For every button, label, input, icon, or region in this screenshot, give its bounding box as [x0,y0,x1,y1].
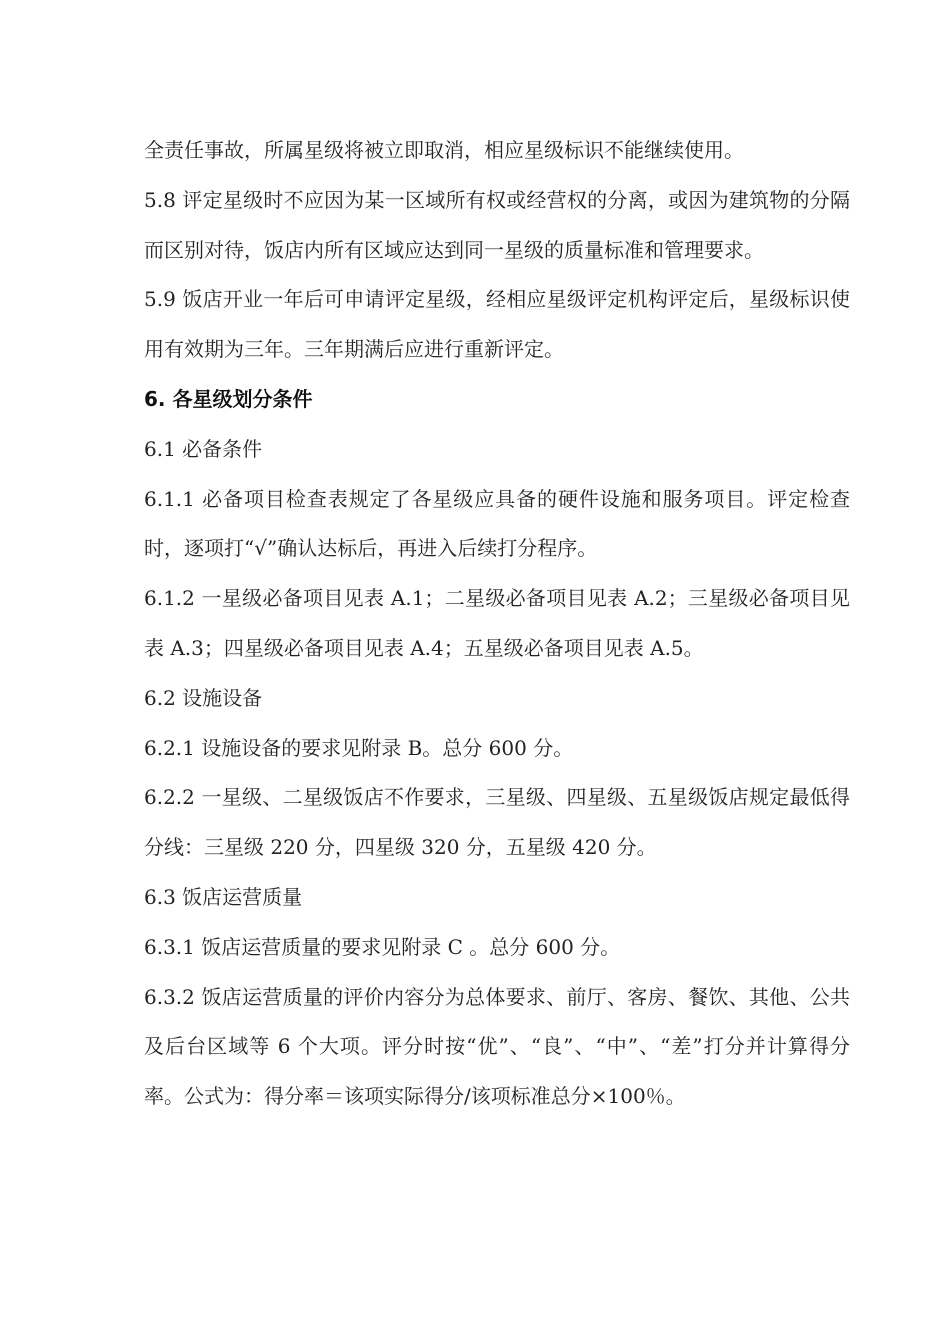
paragraph-6-2-2: 6.2.2 一星级、二星级饭店不作要求，三星级、四星级、五星级饭店规定最低得分线：三星级 220 分，四星级 320 分，五星级 420 分。 [144,785,850,860]
paragraph-6-3-1: 6.3.1 饭店运营质量的要求见附录 C 。总分 600 分。 [144,934,621,959]
paragraph-continuation: 全责任事故，所属星级将被立即取消，相应星级标识不能继续使用。 [144,138,744,162]
paragraph-5-8: 5.8 评定星级时不应因为某一区域所有权或经营权的分离，或因为建筑物的分隔而区别对待，饭店内所有区域应达到同一星级的质量标准和管理要求。 [144,187,850,262]
paragraph-5-9: 5.9 饭店开业一年后可申请评定星级，经相应星级评定机构评定后，星级标识使用有效期为三年。三年期满后应进行重新评定。 [144,287,850,362]
paragraph-6-3-2: 6.3.2 饭店运营质量的评价内容分为总体要求、前厅、客房、餐饮、其他、公共及后台区域等 6 个大项。评分时按“优”、“良”、“中”、“差”打分并计算得分率。公式为：得分率＝该项实际得分/该项标准总分×100％。 [144,984,850,1109]
subsection-heading-6-3: 6.3 饭店运营质量 [144,884,303,909]
section-heading-6: 6. 各星级划分条件 [144,386,313,411]
subsection-heading-6-2: 6.2 设施设备 [144,685,263,710]
subsection-heading-6-1: 6.1 必备条件 [144,436,263,461]
document-body [144,126,850,1122]
paragraph-6-1-1: 6.1.1 必备项目检查表规定了各星级应具备的硬件设施和服务项目。评定检查时，逐项打“√”确认达标后，再进入后续打分程序。 [144,486,850,561]
paragraph-6-2-1: 6.2.1 设施设备的要求见附录 B。总分 600 分。 [144,735,574,760]
paragraph-6-1-2: 6.1.2 一星级必备项目见表 A.1；二星级必备项目见表 A.2；三星级必备项目见表 A.3；四星级必备项目见表 A.4；五星级必备项目见表 A.5。 [144,586,850,660]
